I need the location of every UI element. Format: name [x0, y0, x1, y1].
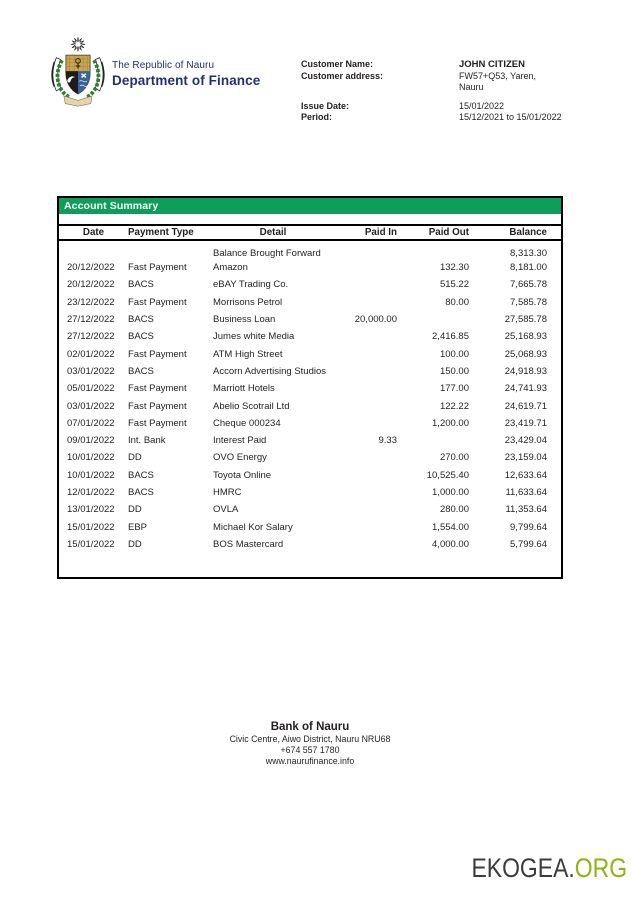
cell-date: 27/12/2022	[67, 314, 115, 326]
republic-name: The Republic of Nauru	[112, 60, 215, 71]
transaction-row	[59, 518, 561, 535]
transaction-row	[59, 240, 561, 259]
cell-payment-type: BACS	[128, 365, 154, 377]
cell-detail: Accorn Advertising Studios	[213, 365, 327, 377]
bank-website: www.naurufinance.info	[265, 756, 355, 766]
header-detail: Detail	[213, 225, 333, 240]
transaction-row	[59, 536, 561, 553]
cell-paid-in: 9.33	[378, 435, 397, 447]
cell-paid-out: 280.00	[439, 504, 469, 516]
customer-address-row	[301, 71, 562, 83]
cell-detail: Abelio Scotrail Ltd	[213, 400, 290, 412]
cell-payment-type: BACS	[128, 469, 154, 481]
bank-name: Bank of Nauru	[270, 721, 350, 733]
transaction-row	[59, 311, 561, 328]
issue-date-label: Issue Date:	[301, 100, 350, 111]
customer-name-row	[301, 59, 562, 71]
cell-detail: Amazon	[213, 262, 248, 274]
cell-paid-out: 1,554.00	[432, 521, 469, 533]
cell-balance: 9,799.64	[510, 521, 547, 533]
title-gap	[59, 214, 561, 224]
transactions-table	[59, 224, 561, 553]
cell-payment-type: DD	[128, 538, 142, 550]
cell-date: 03/01/2022	[67, 365, 115, 377]
cell-date: 07/01/2022	[67, 417, 115, 429]
cell-paid-in	[333, 518, 397, 535]
department-name: Department of Finance	[112, 73, 261, 88]
ekogea-text-green: ORG	[574, 853, 627, 883]
org-text-block	[112, 60, 260, 88]
cell-payment-type: Int. Bank	[128, 435, 166, 447]
cell-paid-out	[397, 432, 469, 449]
coat-of-arms-graphic	[46, 36, 110, 110]
cell-payment-type: Fast Payment	[128, 400, 187, 412]
table-header-row	[59, 225, 561, 240]
account-summary-title: Account Summary	[59, 198, 561, 214]
transaction-row	[59, 294, 561, 311]
cell-balance: 7,665.78	[510, 279, 547, 291]
transaction-row	[59, 276, 561, 293]
cell-payment-type: BACS	[128, 487, 154, 498]
transaction-row	[59, 449, 561, 466]
bank-phone: +674 557 1780	[280, 745, 340, 755]
cell-payment-type	[128, 240, 213, 259]
cell-paid-out: 122.22	[439, 400, 469, 412]
cell-date: 15/01/2022	[67, 521, 115, 533]
cell-date: 10/01/2022	[67, 469, 115, 481]
transaction-row	[59, 484, 561, 501]
cell-balance: 24,741.93	[504, 383, 547, 395]
period-row	[301, 112, 562, 124]
cell-paid-in	[333, 345, 397, 362]
cell-paid-out: 80.00	[445, 296, 469, 308]
shield	[66, 55, 90, 94]
transaction-row	[59, 415, 561, 432]
cell-date: 05/01/2022	[67, 383, 115, 395]
header-balance: Balance	[469, 225, 561, 240]
cell-date	[59, 240, 128, 259]
header-payment-type: Payment Type	[128, 225, 213, 240]
cell-date: 13/01/2022	[67, 504, 115, 516]
issue-date-row	[301, 101, 562, 113]
cell-paid-out: 270.00	[439, 452, 469, 464]
customer-address-label: Customer address:	[301, 70, 384, 81]
ekogea-watermark	[471, 853, 627, 884]
cell-paid-out: 4,000.00	[432, 538, 469, 550]
cell-paid-out	[397, 311, 469, 328]
cell-detail: BOS Mastercard	[213, 538, 284, 550]
cell-paid-out: 1,000.00	[432, 487, 469, 498]
cell-detail: Cheque 000234	[213, 417, 281, 429]
cell-balance: 7,585.78	[510, 296, 547, 308]
cell-date: 20/12/2022	[67, 262, 115, 274]
cell-balance: 25,068.93	[504, 348, 547, 360]
transaction-row	[59, 363, 561, 380]
transactions-body	[59, 240, 561, 553]
customer-address-line2: Nauru	[459, 82, 484, 92]
transaction-row	[59, 432, 561, 449]
customer-address-row2	[301, 82, 562, 94]
cell-balance: 24,619.71	[504, 400, 547, 412]
period-label: Period:	[301, 112, 333, 122]
cell-date: 12/01/2022	[67, 487, 115, 498]
cell-detail: Morrisons Petrol	[213, 296, 283, 308]
cell-payment-type: EBP	[128, 521, 148, 533]
cell-date: 10/01/2022	[67, 452, 115, 464]
cell-balance: 8,313.30	[510, 248, 547, 259]
info-spacer	[301, 94, 562, 101]
cell-paid-out	[397, 240, 469, 259]
customer-info	[301, 59, 562, 124]
cell-date: 15/01/2022	[67, 538, 115, 550]
cell-payment-type: Fast Payment	[128, 417, 187, 429]
cell-paid-in	[333, 467, 397, 484]
cell-payment-type: Fast Payment	[128, 348, 187, 360]
header-date: Date	[59, 225, 128, 240]
cell-balance: 8,181.00	[510, 262, 547, 274]
cell-payment-type: BACS	[128, 279, 154, 291]
cell-paid-out: 2,416.85	[432, 331, 469, 343]
cell-paid-in	[333, 536, 397, 553]
cell-paid-in	[333, 363, 397, 380]
cell-paid-in	[333, 328, 397, 345]
cell-payment-type: DD	[128, 452, 142, 464]
cell-paid-in	[333, 294, 397, 311]
cell-detail: Balance Brought Forward	[213, 248, 321, 259]
cell-detail: Business Loan	[213, 314, 276, 326]
cell-paid-in	[333, 259, 397, 276]
cell-detail: OVLA	[213, 504, 239, 516]
cell-paid-in: 20,000.00	[354, 314, 397, 326]
cell-detail: Toyota Online	[213, 469, 272, 481]
transaction-row	[59, 467, 561, 484]
cell-balance: 11,353.64	[505, 504, 547, 516]
transaction-row	[59, 501, 561, 518]
cell-detail: Michael Kor Salary	[213, 521, 293, 533]
header-paid-out: Paid Out	[397, 225, 469, 240]
issue-date-value: 15/01/2022	[459, 100, 505, 111]
cell-balance: 23,429.04	[504, 435, 547, 447]
cell-date: 02/01/2022	[67, 348, 115, 360]
cell-payment-type: Fast Payment	[128, 383, 187, 395]
cell-balance: 23,159.04	[504, 452, 547, 464]
cell-date: 09/01/2022	[67, 435, 115, 447]
bank-footer	[0, 720, 620, 767]
account-summary-section	[57, 196, 563, 579]
cell-payment-type: BACS	[128, 331, 154, 343]
header-paid-in: Paid In	[333, 225, 397, 240]
transaction-row	[59, 345, 561, 362]
cell-paid-out: 100.00	[439, 348, 469, 360]
cell-payment-type: BACS	[128, 314, 154, 326]
cell-paid-in	[333, 380, 397, 397]
cell-paid-in	[333, 449, 397, 466]
cell-paid-in	[333, 276, 397, 293]
nauru-coat-of-arms	[46, 36, 110, 110]
star-icon	[71, 37, 85, 51]
cell-paid-out: 177.00	[439, 383, 469, 395]
cell-paid-in	[333, 501, 397, 518]
customer-name-value: JOHN CITIZEN	[459, 59, 525, 70]
cell-balance: 11,633.64	[505, 487, 547, 498]
cell-date: 27/12/2022	[67, 331, 115, 343]
transaction-row	[59, 380, 561, 397]
cell-balance: 5,799.64	[510, 538, 547, 550]
customer-name-label: Customer Name:	[301, 59, 374, 69]
cell-date: 03/01/2022	[67, 400, 115, 412]
cell-detail: OVO Energy	[213, 452, 267, 464]
cell-paid-out: 1,200.00	[432, 417, 469, 429]
cell-paid-out: 10,525.40	[426, 469, 469, 481]
cell-paid-in	[333, 415, 397, 432]
cell-payment-type: Fast Payment	[128, 296, 187, 308]
cell-payment-type: Fast Payment	[128, 262, 187, 274]
cell-paid-in	[333, 397, 397, 414]
cell-paid-in	[333, 484, 397, 501]
cell-payment-type: DD	[128, 504, 142, 516]
ribbon-banner	[64, 96, 92, 106]
cell-date: 23/12/2022	[67, 296, 115, 308]
cell-detail: eBAY Trading Co.	[213, 279, 289, 291]
cell-date: 20/12/2022	[67, 279, 115, 291]
cell-detail: ATM High Street	[213, 348, 283, 360]
period-value: 15/12/2021 to 15/01/2022	[459, 112, 562, 122]
cell-balance: 24,918.93	[504, 365, 547, 377]
cell-balance: 25,168.93	[504, 331, 547, 343]
cell-balance: 12,633.64	[504, 469, 547, 481]
cell-paid-in	[333, 240, 397, 259]
customer-address-line1: FW57+Q53, Yaren,	[459, 70, 536, 81]
bank-address: Civic Centre, Aiwo District, Nauru NRU68	[229, 734, 391, 744]
cell-paid-out: 150.00	[439, 365, 469, 377]
ekogea-text-dark: EKOGEA.	[471, 853, 575, 883]
transaction-row	[59, 328, 561, 345]
transaction-row	[59, 397, 561, 414]
cell-balance: 23,419.71	[504, 417, 547, 429]
cell-detail: Interest Paid	[213, 435, 267, 447]
cell-paid-out: 515.22	[439, 279, 469, 291]
cell-detail: Marriott Hotels	[213, 383, 275, 395]
cell-detail: Jumes white Media	[213, 331, 295, 343]
cell-detail: HMRC	[213, 487, 242, 498]
cell-paid-out: 132.30	[439, 262, 469, 274]
cell-balance: 27,585.78	[504, 314, 547, 326]
transaction-row	[59, 259, 561, 276]
